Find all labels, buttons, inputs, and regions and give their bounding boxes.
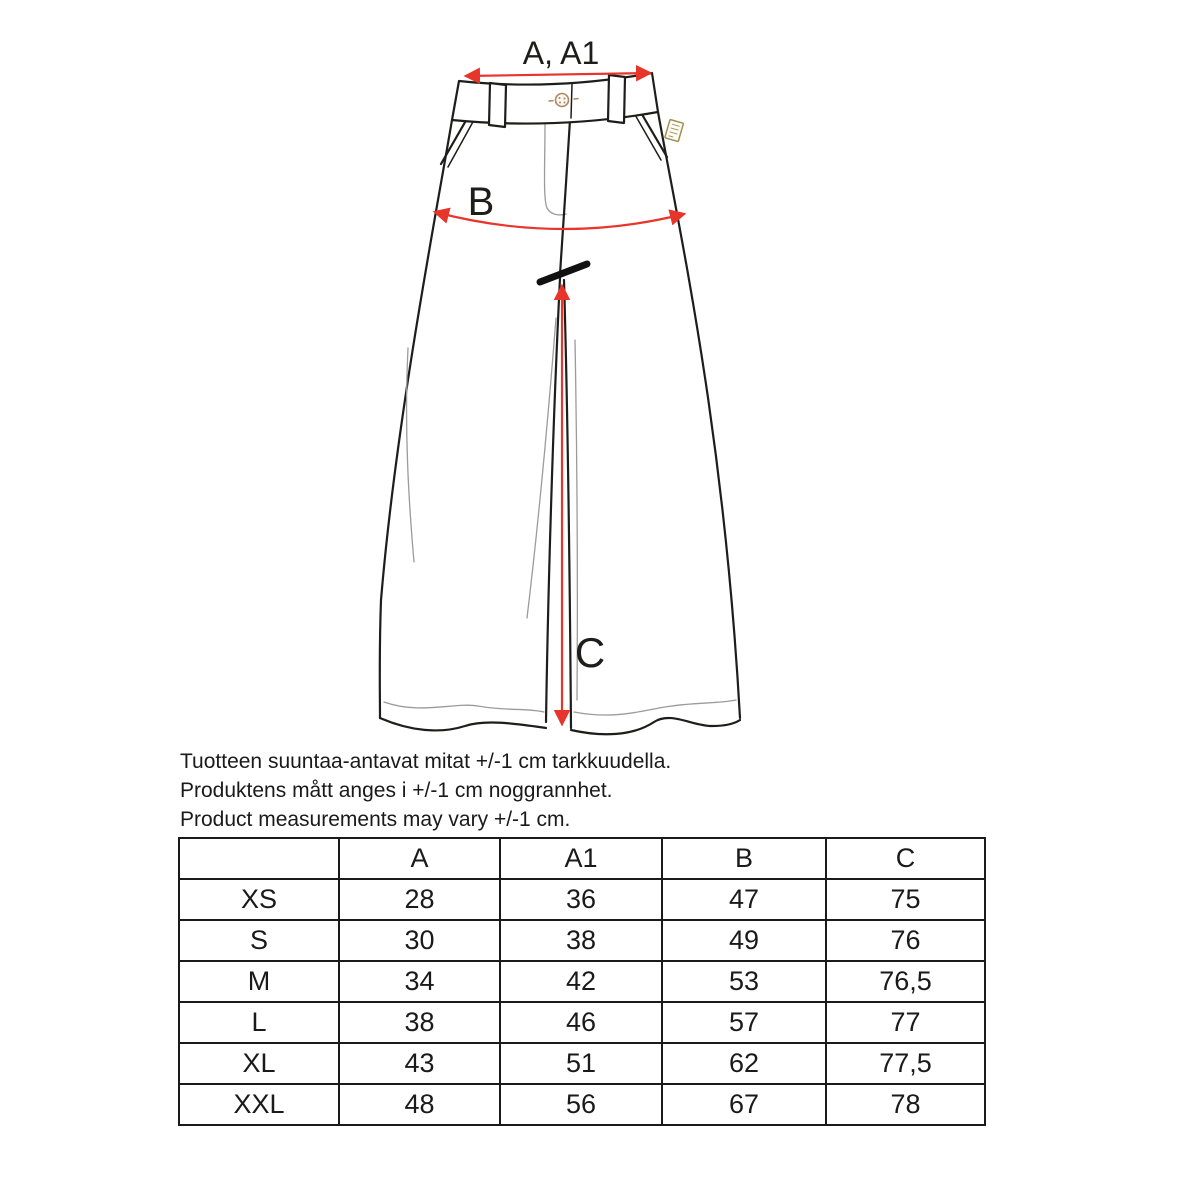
belt-loop-right	[608, 75, 625, 123]
value-cell: 30	[339, 920, 500, 961]
value-cell: 46	[500, 1002, 662, 1043]
inseam-right	[564, 280, 571, 728]
value-cell: 48	[339, 1084, 500, 1125]
table-row	[179, 1002, 985, 1043]
value-cell: 56	[500, 1084, 662, 1125]
size-cell: M	[179, 961, 339, 1002]
size-cell: XL	[179, 1043, 339, 1084]
size-table	[178, 837, 986, 1126]
belt-loop-left	[489, 83, 506, 127]
size-cell: L	[179, 1002, 339, 1043]
value-cell: 67	[662, 1084, 826, 1125]
value-cell: 38	[500, 920, 662, 961]
header-cell-a: A	[339, 838, 500, 879]
hem-right	[571, 718, 740, 734]
fly-top-seam	[571, 84, 572, 118]
size-cell: XXL	[179, 1084, 339, 1125]
value-cell: 53	[662, 961, 826, 1002]
header-cell-a1: A1	[500, 838, 662, 879]
value-cell: 76,5	[826, 961, 985, 1002]
side-seam-left	[380, 120, 452, 718]
value-cell: 42	[500, 961, 662, 1002]
value-cell: 77	[826, 1002, 985, 1043]
measurement-arrows	[435, 73, 684, 724]
hemline-guide-right	[574, 700, 736, 715]
side-seam-right	[658, 112, 740, 718]
value-cell: 28	[339, 879, 500, 920]
arrow-waist-a	[466, 73, 650, 76]
table-row	[179, 1084, 985, 1125]
value-cell: 36	[500, 879, 662, 920]
header-cell-size	[179, 838, 339, 879]
measure-label-hip: B	[467, 180, 495, 224]
pants-outline	[380, 111, 740, 734]
table-header-row	[179, 838, 985, 879]
size-cell: S	[179, 920, 339, 961]
value-cell: 62	[662, 1043, 826, 1084]
value-cell: 49	[662, 920, 826, 961]
fly-curve	[545, 122, 567, 215]
table-row	[179, 920, 985, 961]
center-front-seam	[560, 120, 570, 274]
tolerance-notes	[180, 747, 671, 834]
value-cell: 75	[826, 879, 985, 920]
value-cell: 43	[339, 1043, 500, 1084]
value-cell: 38	[339, 1002, 500, 1043]
value-cell: 51	[500, 1043, 662, 1084]
hem-left	[380, 718, 546, 730]
measure-label-length: C	[574, 629, 606, 676]
value-cell: 34	[339, 961, 500, 1002]
hemline-guide-left	[384, 702, 544, 712]
table-row	[179, 1043, 985, 1084]
inseam-left	[546, 278, 560, 722]
waistband	[452, 73, 683, 142]
value-cell: 76	[826, 920, 985, 961]
size-cell: XS	[179, 879, 339, 920]
brand-tag-icon	[665, 119, 684, 141]
header-cell-b: B	[662, 838, 826, 879]
table-row	[179, 879, 985, 920]
table-row	[179, 961, 985, 1002]
note-swedish: Produktens mått anges i +/-1 cm noggrannhet.	[180, 779, 613, 802]
note-finnish: Tuotteen suuntaa-antavat mitat +/-1 cm tarkkuudella.	[180, 750, 672, 773]
value-cell: 78	[826, 1084, 985, 1125]
measure-label-waist: A, A1	[522, 35, 600, 71]
note-english: Product measurements may vary +/-1 cm.	[180, 808, 571, 831]
value-cell: 57	[662, 1002, 826, 1043]
value-cell: 47	[662, 879, 826, 920]
value-cell: 77,5	[826, 1043, 985, 1084]
header-cell-c: C	[826, 838, 985, 879]
